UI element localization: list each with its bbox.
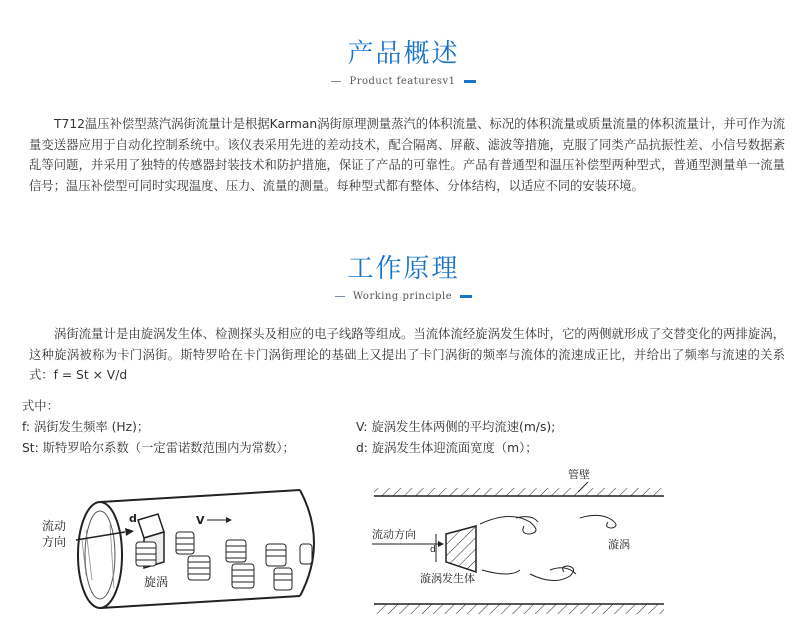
wall-label: 管壁 [568, 468, 590, 481]
bluff-body-label: 漩涡发生体 [420, 572, 475, 585]
flow-arrow [76, 532, 125, 540]
subtitle-divider-left [331, 81, 341, 82]
bottom-wall-hatch [374, 604, 664, 614]
overview-subtitle-row [0, 76, 807, 87]
v-label: V [196, 514, 205, 527]
d-label-right: d [430, 545, 436, 555]
flow-direction-label: 流动方向 [372, 528, 416, 541]
flow-label-2: 方向 [42, 535, 67, 549]
flow-arrowhead [125, 528, 134, 536]
top-wall-hatch [374, 488, 664, 496]
definition-v: V: 旋涡发生体两侧的平均流速(m/s); [356, 420, 556, 434]
flow-arrowhead-right [438, 541, 444, 547]
vortex-label: 旋涡 [144, 575, 169, 589]
principle-paragraph: 涡街流量计是由旋涡发生体、检测探头及相应的电子线路等组成。当流体流经旋涡发生体时，它的两侧就形成了交替变化的两排旋涡，这种旋涡被称为卡门涡街。斯特罗哈在卡门涡街理论的基础上又提出了卡门涡街的频率与流体的流速成正比，并给出了频率与流速的关系式：f = St × V/d [29, 327, 785, 382]
overview-paragraph: T712温压补偿型蒸汽涡街流量计是根据Karman涡街原理测量蒸汽的体积流量、标况的体积流量或质量流量的体积流量计，并可作为流量变送器应用于自动化控制系统中。该仪表采用先进的差动技术，配合隔离、屏蔽、滤波等措施，克服了同类产品抗振性差、小信号数据紊乱等问题，并采用了独特的传感器封装技术和防护措施，保证了产品的可靠性。产品有普通型和温压补偿型两种型式，普通型测量单一流量信号；温压补偿型可同时实现温度、压力、流量的测量。每种型式都有整体、分体结构，以适应不同的安装环境。 [29, 117, 785, 193]
vortex-pipe-diagram [30, 470, 340, 620]
definition-d: d: 旋涡发生体迎流面宽度（m）； [356, 441, 538, 455]
subtitle-divider-right [460, 295, 472, 298]
flow-label-1: 流动 [42, 519, 67, 533]
vortex-spirals [480, 515, 616, 580]
principle-subtitle-row [0, 291, 807, 302]
overview-title: 产品概述 [347, 39, 460, 69]
principle-subtitle: Working principle [352, 291, 453, 302]
overview-subtitle: Product featuresv1 [349, 76, 456, 87]
vortex-street-diagram [370, 462, 670, 622]
bluff-body-top-view [446, 526, 476, 572]
principle-title: 工作原理 [347, 254, 460, 284]
vortex-label-right: 漩涡 [608, 538, 630, 551]
definition-st: St: 斯特罗哈尔系数（一定雷诺数范围内为常数）； [22, 441, 295, 455]
d-label: d [129, 512, 137, 525]
subtitle-divider-right [464, 80, 476, 83]
definition-f: f: 涡街发生频率 (Hz)； [22, 420, 150, 434]
formula-label: 式中： [22, 399, 59, 413]
velocity-arrowhead [226, 517, 232, 523]
subtitle-divider-left [335, 296, 345, 297]
pipe-inner-rim [85, 511, 115, 599]
